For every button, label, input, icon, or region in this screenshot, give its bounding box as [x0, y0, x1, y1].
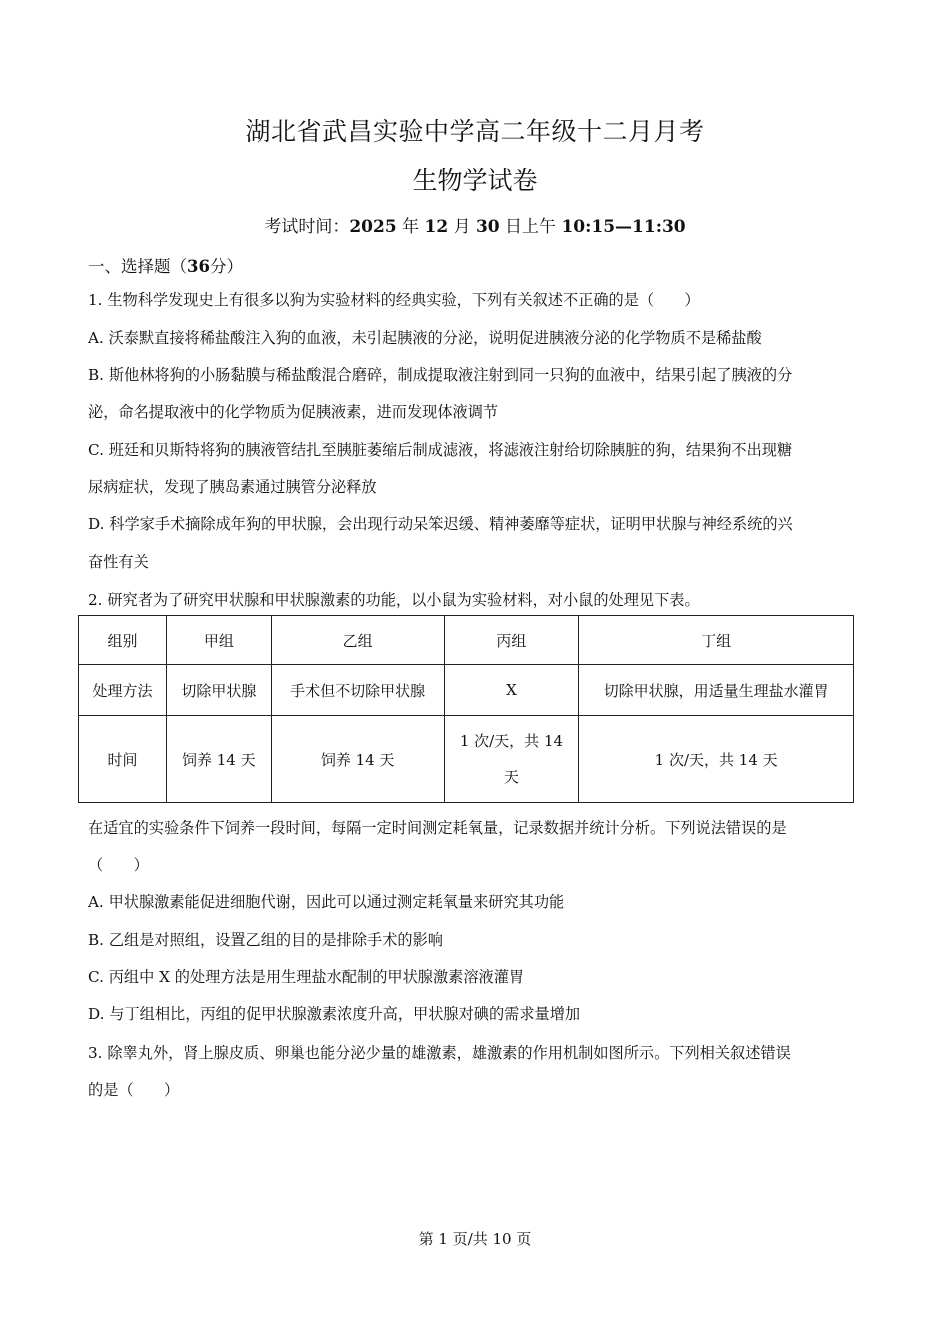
q1-option-d-line2: 奋性有关 — [88, 553, 149, 571]
table-header-cell: 乙组 — [271, 616, 444, 665]
q1-stem: 1. 生物科学发现史上有很多以狗为实验材料的经典实验，下列有关叙述不正确的是（ ） — [88, 291, 700, 309]
q2-stem: 2. 研究者为了研究甲状腺和甲状腺激素的功能，以小鼠为实验材料，对小鼠的处理见下表。 — [88, 591, 700, 609]
table-header-cell: 丙组 — [444, 616, 579, 665]
table-row — [79, 716, 854, 803]
exam-time-label: 考试时间： — [264, 217, 350, 237]
exam-time-range: 10:15—11:30 — [561, 217, 686, 237]
exam-time-month-unit: 月 — [453, 217, 471, 237]
q3-stem-line2: 的是（ ） — [88, 1081, 180, 1099]
table-cell: 处理方法 — [79, 665, 167, 716]
table-cell: 切除甲状腺 — [166, 665, 271, 716]
table-cell: 时间 — [79, 716, 167, 803]
q1-option-d-line1: D. 科学家手术摘除成年狗的甲状腺，会出现行动呆笨迟缓、精神萎靡等症状，证明甲状腺与神经系统的兴 — [88, 515, 793, 533]
section-score: 36 — [187, 257, 210, 276]
table-row — [79, 616, 854, 665]
section-heading — [88, 253, 243, 277]
q1-option-c-line2: 尿病症状，发现了胰岛素通过胰管分泌释放 — [88, 478, 377, 496]
table-cell: 手术但不切除甲状腺 — [271, 665, 444, 716]
exam-title: 湖北省武昌实验中学高二年级十二月月考 — [245, 117, 705, 146]
table-cell: X — [444, 665, 579, 716]
exam-time-day-unit: 日上午 — [505, 217, 557, 237]
table-row — [79, 665, 854, 716]
q3-stem-line1: 3. 除睾丸外，肾上腺皮质、卵巢也能分泌少量的雄激素，雄激素的作用机制如图所示。下列相关叙述错误 — [88, 1044, 791, 1062]
table-header-cell: 组别 — [79, 616, 167, 665]
exam-time — [0, 212, 950, 237]
q1-option-a: A. 沃泰默直接将稀盐酸注入狗的血液，未引起胰液的分泌，说明促进胰液分泌的化学物质不是稀盐酸 — [88, 329, 762, 347]
table-header-cell: 甲组 — [166, 616, 271, 665]
q1-option-b-line1: B. 斯他林将狗的小肠黏膜与稀盐酸混合磨碎，制成提取液注射到同一只狗的血液中，结果引起了胰液的分 — [88, 366, 793, 384]
table-cell-line: 天 — [503, 768, 519, 786]
q2-option-d: D. 与丁组相比，丙组的促甲状腺激素浓度升高，甲状腺对碘的需求量增加 — [88, 1005, 581, 1023]
table-header-cell: 丁组 — [579, 616, 854, 665]
exam-time-year: 2025 — [349, 217, 397, 237]
q2-table — [78, 615, 854, 803]
exam-time-year-unit: 年 — [402, 217, 420, 237]
exam-time-day: 30 — [475, 217, 500, 237]
table-cell: 饲养 14 天 — [271, 716, 444, 803]
q1-option-c-line1: C. 班廷和贝斯特将狗的胰液管结扎至胰脏萎缩后制成滤液，将滤液注射给切除胰脏的狗，结果狗不出现糖 — [88, 441, 793, 459]
section-suffix: 分） — [209, 257, 243, 276]
exam-time-month: 12 — [424, 217, 449, 237]
table-cell: 1 次/天，共 14 天 — [579, 716, 854, 803]
q2-after-line1: 在适宜的实验条件下饲养一段时间，每隔一定时间测定耗氧量，记录数据并统计分析。下列说法错误的是 — [88, 819, 787, 837]
q2-option-b: B. 乙组是对照组，设置乙组的目的是排除手术的影响 — [88, 931, 443, 949]
section-prefix: 一、选择题（ — [88, 257, 187, 276]
page-footer: 第 1 页/共 10 页 — [418, 1230, 532, 1248]
q1-option-b-line2: 泌，命名提取液中的化学物质为促胰液素，进而发现体液调节 — [88, 403, 499, 421]
table-cell: 切除甲状腺，用适量生理盐水灌胃 — [579, 665, 854, 716]
q2-option-a: A. 甲状腺激素能促进细胞代谢，因此可以通过测定耗氧量来研究其功能 — [88, 893, 565, 911]
table-cell — [444, 716, 579, 803]
table-cell: 饲养 14 天 — [166, 716, 271, 803]
q2-option-c: C. 丙组中 X 的处理方法是用生理盐水配制的甲状腺激素溶液灌胃 — [88, 968, 525, 986]
table-cell-line: 1 次/天，共 14 — [459, 732, 564, 750]
exam-subtitle: 生物学试卷 — [412, 166, 538, 195]
q2-after-line2: （ ） — [88, 856, 149, 874]
